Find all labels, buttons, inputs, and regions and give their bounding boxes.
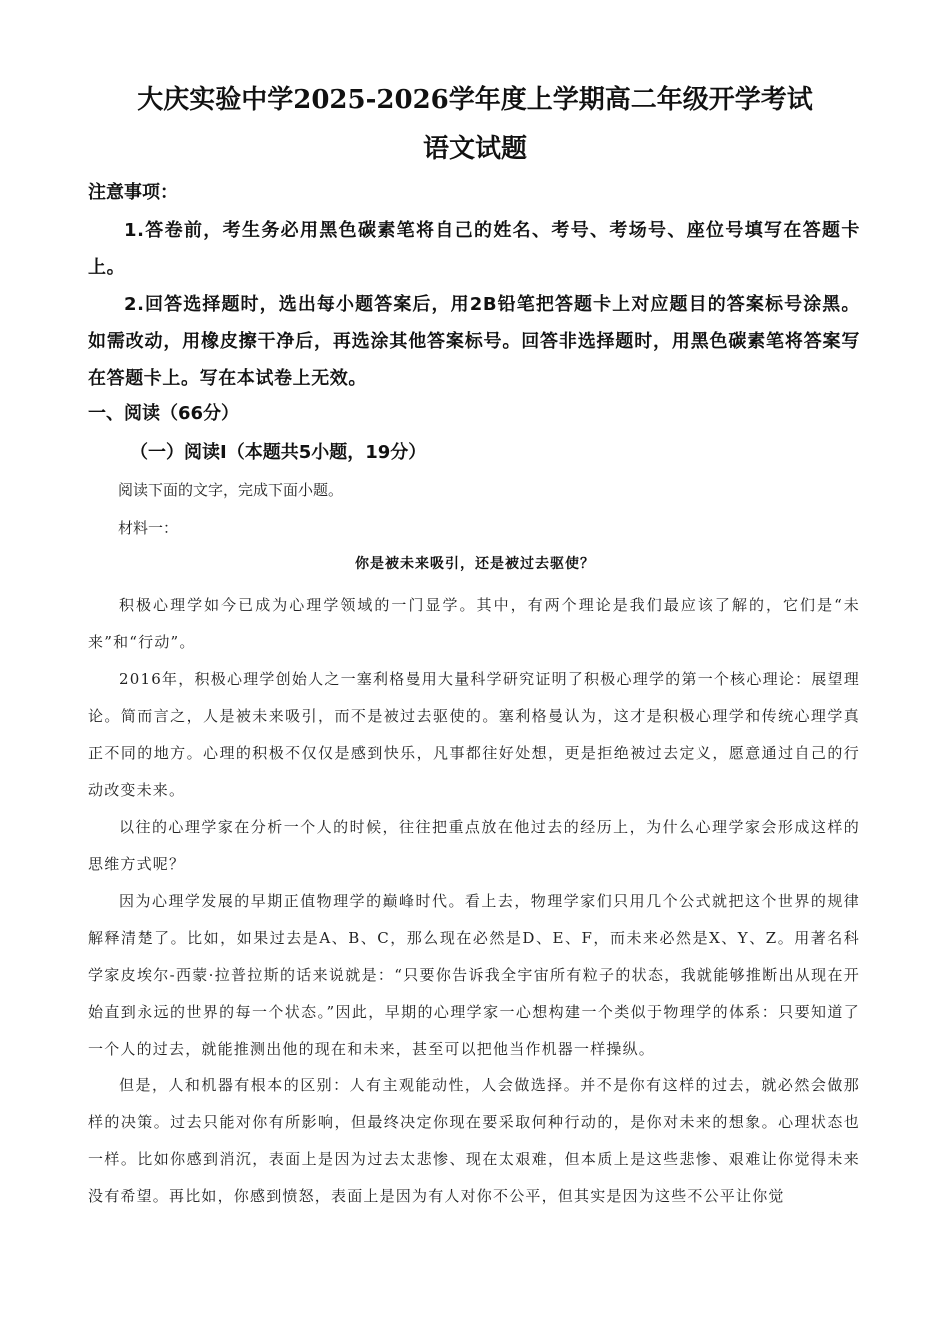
article-title: 你是被未来吸引，还是被过去驱使？: [355, 556, 595, 572]
article-paragraph: 2016年，积极心理学创始人之一塞利格曼用大量科学研究证明了积极心理学的第一个核心理论：展望理论。简而言之，人是被未来吸引，而不是被过去驱使的。塞利格曼认为，这才是积极心理学和传统心理学真正不同的地方。心理的积极不仅仅是感到快乐，凡事都往好处想，更是拒绝被过去定义，愿意通过自己的行动改变未来。: [88, 670, 860, 799]
article-paragraph: 因为心理学发展的早期正值物理学的巅峰时代。看上去，物理学家们只用几个公式就把这个世界的规律解释清楚了。比如，如果过去是A、B、C，那么现在必然是D、E、F，而未来必然是X、Y、Z。用著名科学家皮埃尔-西蒙·拉普拉斯的话来说就是：“只要你告诉我全宇宙所有粒子的状态，我就能够推断出从现在开始直到永远的世界的每一个状态。”因此，早期的心理学家一心想构建一个类似于物理学的体系：只要知道了一个人的过去，就能推测出他的现在和未来，甚至可以把他当作机器一样操纵。: [88, 892, 860, 1058]
section-sub-heading: （一）阅读Ⅰ（本题共5小题，19分）: [130, 442, 427, 463]
exam-title: 大庆实验中学2025-2026学年度上学期高二年级开学考试: [137, 85, 813, 115]
notice-item-1: 1.答卷前，考生务必用黑色碳素笔将自己的姓名、考号、考场号、座位号填写在答题卡上。: [88, 220, 860, 278]
reading-instruction: 阅读下面的文字，完成下面小题。: [118, 481, 344, 499]
exam-subtitle: 语文试题: [422, 134, 527, 164]
notice-heading: 注意事项：: [88, 182, 178, 203]
material-label: 材料一：: [118, 519, 179, 537]
article-paragraph: 积极心理学如今已成为心理学领域的一门显学。其中，有两个理论是我们最应该了解的，它们是“未来”和“行动”。: [88, 596, 860, 651]
notice-item-2: 2.回答选择题时，选出每小题答案后，用2B铅笔把答题卡上对应题目的答案标号涂黑。如需改动，用橡皮擦干净后，再选涂其他答案标号。回答非选择题时，用黑色碳素笔将答案写在答题卡上。写在本试卷上无效。: [88, 294, 860, 389]
article-paragraph: 但是，人和机器有根本的区别：人有主观能动性，人会做选择。并不是你有这样的过去，就必然会做那样的决策。过去只能对你有所影响，但最终决定你现在要采取何种行动的，是你对未来的想象。心理状态也一样。比如你感到消沉，表面上是因为过去太悲惨、现在太艰难，但本质上是这些悲惨、艰难让你觉得未来没有希望。再比如，你感到愤怒，表面上是因为有人对你不公平，但其实是因为这些不公平让你觉: [88, 1076, 860, 1205]
section-heading: 一、阅读（66分）: [88, 403, 240, 424]
article-paragraph: 以往的心理学家在分析一个人的时候，往往把重点放在他过去的经历上，为什么心理学家会形成这样的思维方式呢？: [88, 818, 860, 873]
